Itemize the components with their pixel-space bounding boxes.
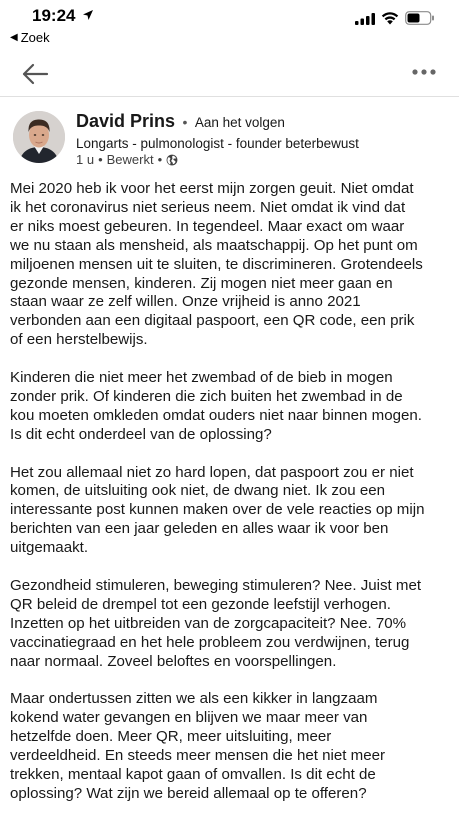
back-triangle-icon: ◀ bbox=[10, 32, 18, 43]
avatar-portrait bbox=[13, 111, 65, 163]
status-bar bbox=[0, 0, 459, 30]
status-time: 19:24 bbox=[32, 6, 76, 25]
separator-dot: • bbox=[157, 152, 163, 167]
post-paragraph: Het zou allemaal niet zo hard lopen, dat paspoort zou er niet komen, de uitsluiting ook niet, de dwang niet. Ik zou een interessante post kunnen maken over de vele reacties op mijn berichten van een jaar geleden en alles waar ik voor ben uitgemaakt. bbox=[10, 463, 425, 557]
separator-dot: • bbox=[98, 152, 103, 167]
post-body bbox=[10, 180, 451, 823]
more-dots-icon[interactable] bbox=[411, 68, 437, 76]
post-time: 1 u bbox=[76, 152, 95, 167]
arrow-left-icon[interactable] bbox=[20, 62, 50, 86]
edited-label: Bewerkt bbox=[106, 152, 154, 167]
avatar[interactable] bbox=[13, 111, 65, 163]
author-line bbox=[76, 111, 285, 132]
post-paragraph: Maar ondertussen zitten we als een kikker in langzaam kokend water gevangen en blijven we maar meer van hetzelfde doen. Meer QR, meer uitsluiting, meer verdeeldheid. En steeds meer mensen die het niet meer trekken, mentaal kapot gaan of omvallen. Is dit echt de oplossing? Wat zijn we bereid allemaal op te offeren? bbox=[10, 690, 386, 802]
post-paragraph: Mei 2020 heb ik voor het eerst mijn zorgen geuit. Niet omdat ik het coronavirus niet serieus neem. Niet omdat ik vind dat er niks moest gebeuren. In tegendeel. Maar exact om waar we nu staan als mensheid, als maatschappij. Op het punt om miljoenen mensen uit te sluiten, te discrimineren. Grotendeels gezonde mensen, kinderen. Zij mogen niet meer gaan en staan waar ze zelf willen. Onze vrijheid is anno 2021 verbonden aan een digitaal paspoort, een QR code, een prik of een herstelbewijs. bbox=[10, 180, 423, 349]
back-app-label: Zoek bbox=[20, 30, 50, 45]
post-paragraph: Gezondheid stimuleren, beweging stimuleren? Nee. Juist met QR beleid de drempel tot een gezonde leefstijl verhogen. Inzetten op het uitbreiden van de zorgcapaciteit? Nee. 70% vaccinatiegraad en het hele probleem zou verdwijnen, terug naar normaal. Zoveel beloftes en voorspellingen. bbox=[10, 576, 422, 670]
location-arrow-icon bbox=[82, 9, 94, 21]
post-meta bbox=[76, 152, 178, 167]
author-name[interactable]: David Prins bbox=[76, 111, 176, 131]
follow-status: Aan het volgen bbox=[194, 115, 285, 130]
top-nav-bar bbox=[0, 50, 459, 97]
separator-dot: • bbox=[182, 114, 188, 130]
battery-icon bbox=[405, 11, 435, 25]
back-to-app-link[interactable] bbox=[10, 30, 50, 45]
cellular-signal-icon bbox=[355, 13, 375, 25]
author-headline: Longarts - pulmonologist - founder beterbewust bbox=[76, 136, 359, 151]
post-header bbox=[0, 105, 459, 175]
globe-icon bbox=[166, 154, 178, 166]
wifi-icon bbox=[381, 11, 399, 25]
post-paragraph: Kinderen die niet meer het zwembad of de bieb in mogen zonder prik. Of kinderen die zich buiten het zwembad in de kou moeten omkleden omdat ouders niet naar binnen mogen. Is dit echt onderdeel van de oplossing? bbox=[10, 369, 422, 443]
